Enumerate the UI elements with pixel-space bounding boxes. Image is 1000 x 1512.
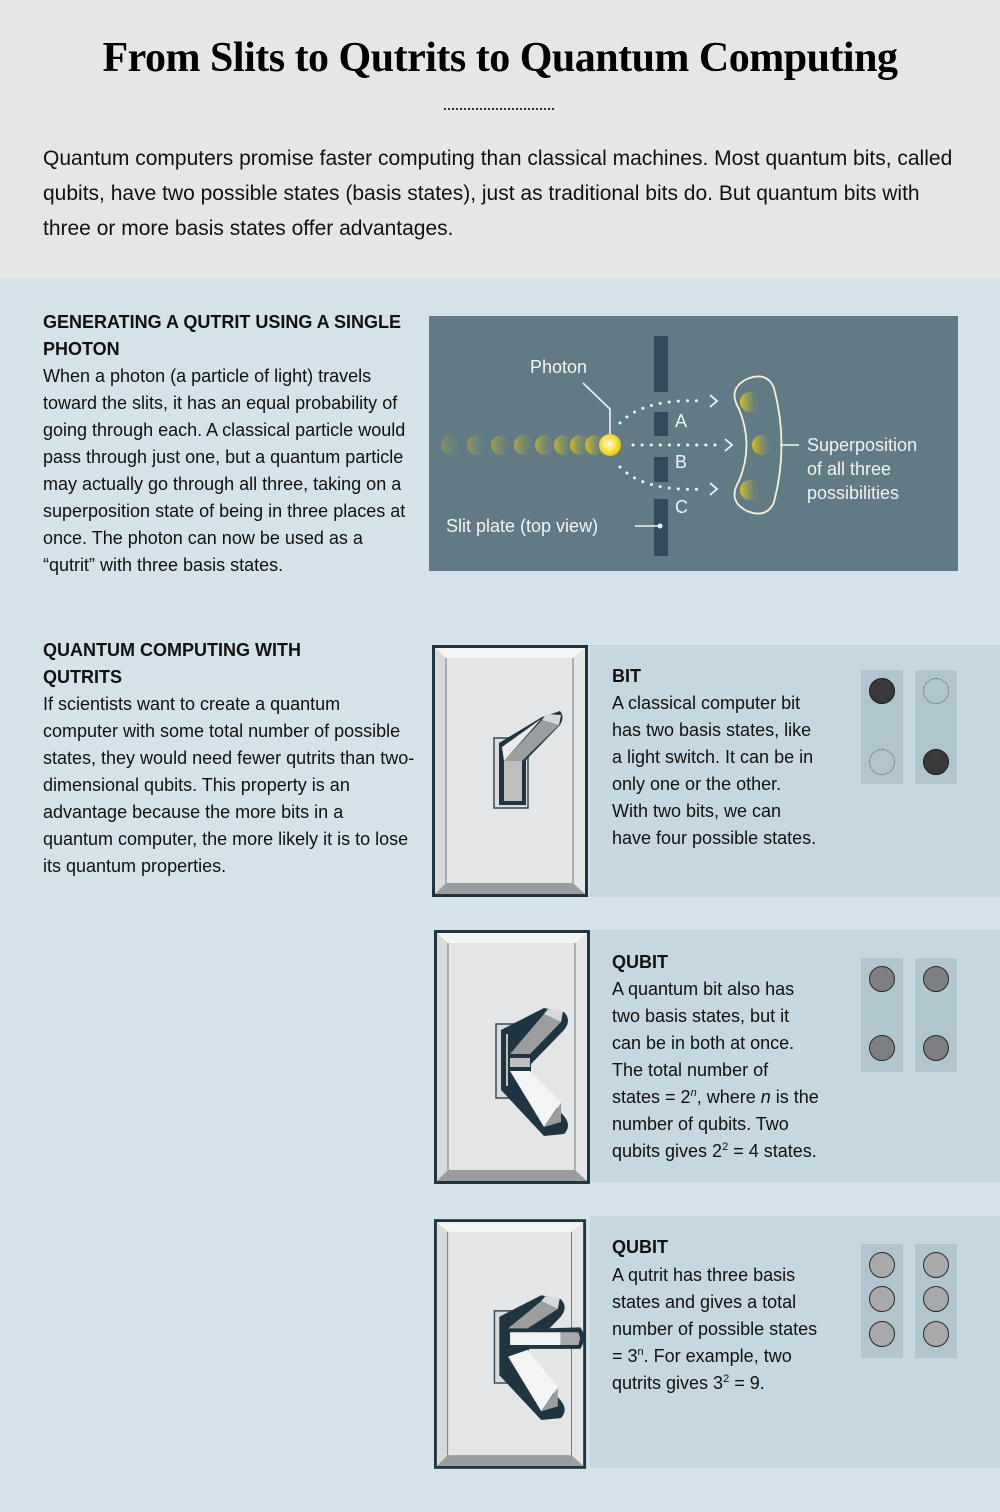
card-description: A classical computer bit has two basis states, like a light switch. It can be in only one or the other. With two bits, we can have four possible states.: [612, 693, 817, 848]
dotted-divider: [444, 108, 554, 110]
light-switch-qutrit-icon: [434, 1216, 590, 1472]
card-title: BIT: [612, 666, 641, 686]
section-body-quantum-computing: If scientists want to create a quantum computer with some total number of possible states, they would need fewer qutrits than two-dimensional qubits. This property is an advantage because the more bits in a quantum computer, the more likely it is to lose its quantum properties.: [43, 694, 415, 876]
slit-diagram: [429, 316, 958, 571]
state-dot-superposed-icon: [923, 1321, 949, 1347]
card-bit: [590, 645, 1000, 897]
superposition-label-line2: of all three: [807, 459, 892, 479]
state-dot-superposed-icon: [923, 1252, 949, 1278]
slit-a-label: A: [675, 411, 688, 431]
slit-c-label: C: [675, 497, 688, 517]
superposition-label-line1: Superposition: [807, 435, 918, 455]
slit-b-label: B: [675, 452, 688, 472]
photon-trail-icon: [441, 435, 605, 455]
slit-plate-label: Slit plate (top view): [446, 516, 599, 536]
state-dot-empty-icon: [869, 749, 895, 775]
light-switch-qubit-icon: [434, 930, 590, 1184]
state-dot-superposed-icon: [923, 1286, 949, 1312]
photon-paths-icon: [620, 401, 719, 490]
state-dot-superposed-icon: [869, 1286, 895, 1312]
header: [0, 0, 1000, 278]
state-b-icon: [752, 435, 772, 455]
section-heading-generating-qutrit: GENERATING A QUTRIT USING A SINGLE PHOTON: [43, 312, 402, 359]
state-c-icon: [740, 480, 760, 500]
bit-column-1: [861, 670, 903, 784]
state-dot-superposed-icon: [869, 1321, 895, 1347]
state-dot-superposed-icon: [869, 1252, 895, 1278]
qutrit-column-2: [915, 1244, 957, 1358]
state-dot-filled-icon: [869, 678, 895, 704]
state-dot-filled-icon: [923, 749, 949, 775]
card-title: QUBIT: [612, 952, 668, 972]
state-dot-superposed-icon: [869, 1035, 895, 1061]
state-a-icon: [740, 392, 760, 412]
intro-paragraph: Quantum computers promise faster computing than classical machines. Most quantum bits, called qubits, have two possible states (basis states), just as traditional bits do. But quantum bits with three or more basis states offer advantages.: [43, 147, 953, 240]
card-description: A quantum bit also has two basis states, but it can be in both at once. The total number of states = $2^n$, where n is the number of qubits. Two qubits gives $2^2 = 4$ states.: [612, 979, 819, 1161]
section-body-generating-qutrit: When a photon (a particle of light) travels toward the slits, it has an equal probability of going through each. A classical particle would pass through just one, but a quantum particle may actually go through all three, taking on a superposition state of being in three places at once. The photon can now be used as a “qutrit” with three basis states.: [43, 366, 406, 575]
photon-label: Photon: [530, 357, 588, 377]
card-qubit: [590, 930, 1000, 1182]
qubit-column-1: [861, 958, 903, 1072]
light-switch-bit-icon: [432, 645, 588, 897]
card-description: A qutrit has three basis states and gives a total number of possible states = $3^n$. For example, two qutrits gives $3^2 = 9$.: [612, 1265, 818, 1393]
arrowheads-icon: [710, 395, 732, 495]
section-heading-quantum-computing: QUANTUM COMPUTING WITH QUTRITS: [43, 640, 301, 687]
state-dot-superposed-icon: [923, 1035, 949, 1061]
qutrit-column-1: [861, 1244, 903, 1358]
state-dot-superposed-icon: [869, 966, 895, 992]
card-title: QUBIT: [612, 1237, 668, 1257]
state-dot-empty-icon: [923, 678, 949, 704]
page-title: From Slits to Qutrits to Quantum Computing: [102, 35, 898, 81]
photon-icon: [599, 434, 621, 456]
state-dot-superposed-icon: [923, 966, 949, 992]
qubit-column-2: [915, 958, 957, 1072]
superposition-label-line3: possibilities: [807, 483, 900, 503]
bit-column-2: [915, 670, 957, 784]
card-qutrit: [590, 1216, 1000, 1468]
